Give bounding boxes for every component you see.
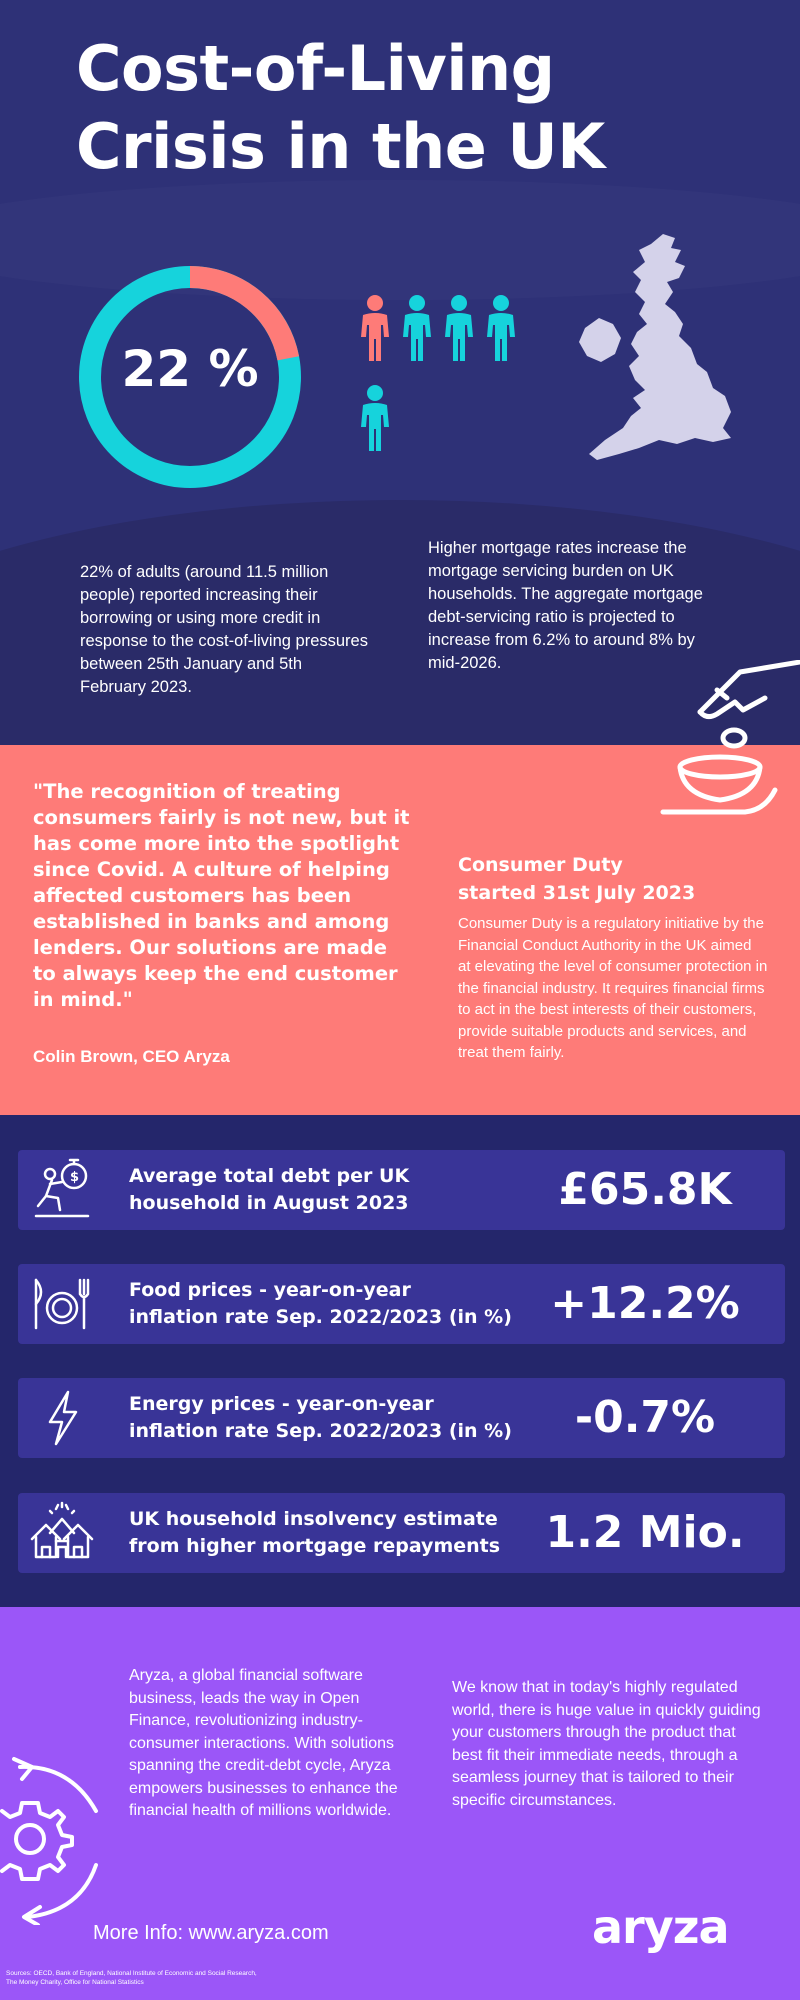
gear-cycle-icon [0, 1755, 110, 1925]
stat-value: 1.2 Mio. [545, 1507, 745, 1558]
people-pictogram [355, 295, 535, 455]
stat-label-line-1: Energy prices - year-on-year [129, 1393, 434, 1415]
percentage-label: 22 % [121, 340, 259, 398]
more-info-link[interactable]: More Info: www.aryza.com [93, 1922, 329, 1944]
person-icon [403, 295, 431, 361]
borrowing-statistic-text: 22% of adults (around 11.5 million people) reported increasing their borrowing or using more credit in response to the cost-of-living pressures between 25th January and 5th February 2023. [80, 563, 368, 696]
svg-text:$: $ [70, 1170, 80, 1185]
stat-label-line-2: from higher mortgage repayments [129, 1535, 501, 1557]
title-line-1: Cost-of-Living [76, 32, 555, 105]
person-icon-highlighted [361, 295, 389, 361]
consumer-duty-heading-line-2: started 31st July 2023 [458, 882, 696, 904]
stat-label [129, 1163, 549, 1217]
aryza-logo: aryza [592, 1900, 729, 1954]
houses-icon [30, 1501, 94, 1565]
hand-dropping-coin-icon [655, 660, 800, 830]
about-aryza-text: Aryza, a global financial software business, leads the way in Open Finance, revolutionizing industry-consumer interactions. With solutions spanning the credit-debt cycle, Aryza empowers businesses to enhance the financial health of millions worldwide. [129, 1667, 398, 1819]
stat-card-energy-prices [18, 1378, 785, 1458]
stat-label [129, 1506, 549, 1560]
title-line-2: Crisis in the UK [76, 110, 605, 183]
page-title [76, 30, 776, 186]
consumer-duty-heading-line-1: Consumer Duty [458, 854, 623, 876]
ceo-quote: "The recognition of treating consumers fairly is not new, but it has come more into the spotlight since Covid. A culture of helping affected customers has been established in banks and among lenders. Our solutions are made to always keep the end customer in mind." [33, 780, 410, 1011]
food-plate-icon [30, 1272, 94, 1336]
stat-label-line-2: household in August 2023 [129, 1192, 409, 1214]
uk-map-icon [575, 232, 735, 482]
mortgage-burden-text: Higher mortgage rates increase the mortgage servicing burden on UK households. The aggregate mortgage debt-servicing ratio is projected to increase from 6.2% to around 8% by mid-2026. [428, 539, 703, 672]
stat-card-insolvency [18, 1493, 785, 1573]
person-icon [445, 295, 473, 361]
stat-label [129, 1277, 549, 1331]
stat-value: +12.2% [550, 1278, 740, 1329]
stat-label-line-1: UK household insolvency estimate [129, 1508, 498, 1530]
person-icon [487, 295, 515, 361]
stat-label-line-2: inflation rate Sep. 2022/2023 (in %) [129, 1420, 512, 1442]
stat-card-food-prices [18, 1264, 785, 1344]
stat-label-line-1: Food prices - year-on-year [129, 1279, 411, 1301]
quote-author: Colin Brown, CEO Aryza [33, 1047, 230, 1066]
stat-label-line-2: inflation rate Sep. 2022/2023 (in %) [129, 1306, 512, 1328]
debt-burden-icon [30, 1158, 94, 1222]
stat-card-average-debt [18, 1150, 785, 1230]
lightning-icon [30, 1386, 94, 1450]
consumer-duty-heading [458, 851, 758, 907]
stat-value: £65.8K [558, 1164, 732, 1215]
consumer-duty-text: Consumer Duty is a regulatory initiative by the Financial Conduct Authority in the UK aimed at elevating the level of consumer protection in the financial industry. It requires financial firms to act in the best interests of their customers, provide suitable products and services, and treat them fairly. [458, 915, 768, 1061]
statistics-section [0, 1115, 800, 1607]
stat-label [129, 1391, 549, 1445]
stat-label-line-1: Average total debt per UK [129, 1165, 410, 1187]
value-proposition-text: We know that in today's highly regulated world, there is huge value in quickly guiding your customers through the product that best fit their immediate needs, through a seamless journey that is tailored to their specific circumstances. [452, 1679, 761, 1809]
sources-footnote: Sources: OECD, Bank of England, National Institute of Economic and Social Research, The Money Charity, Office for National Statistics [6, 1970, 257, 1986]
footer-section [0, 1607, 800, 2000]
person-icon [361, 385, 389, 451]
stat-value: -0.7% [574, 1392, 716, 1443]
hero-section [0, 0, 800, 745]
